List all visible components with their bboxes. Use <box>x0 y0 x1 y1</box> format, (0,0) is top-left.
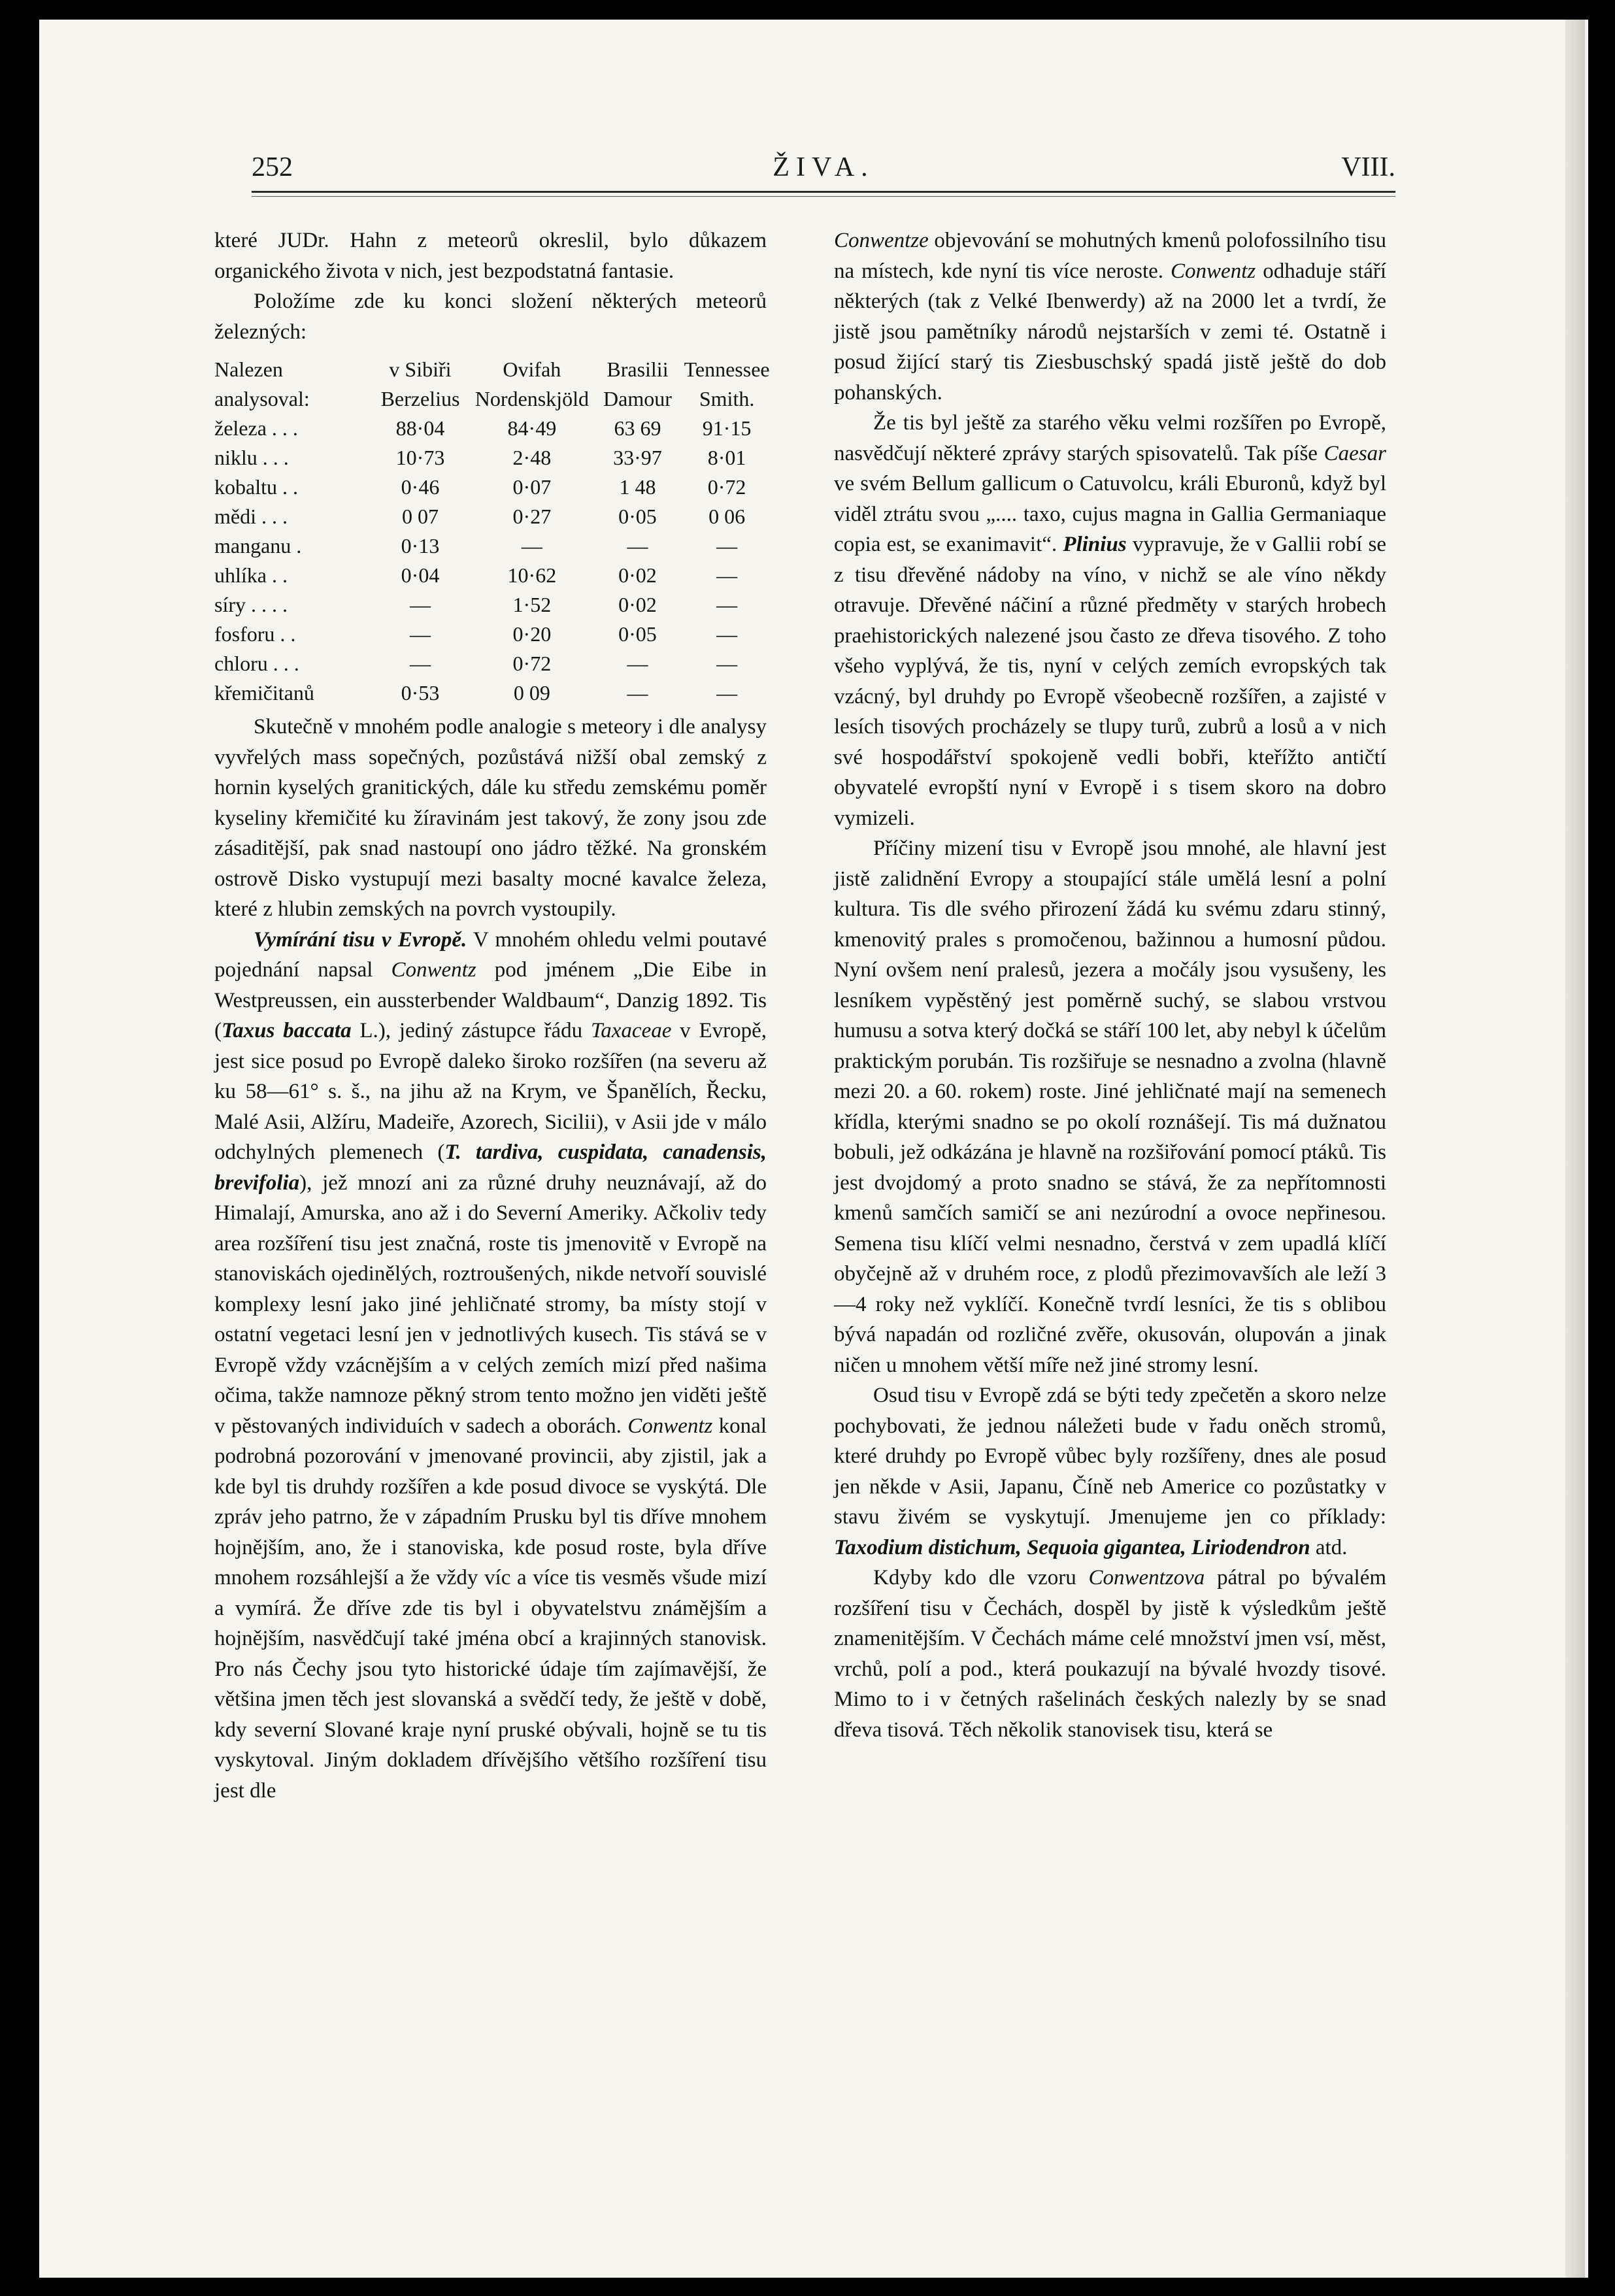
text-run: L.), jediný zástupce řádu <box>359 1019 583 1042</box>
text-run: vypravuje, že v Gallii robí se z tisu dřevěné nádoby na víno, v nichž se ale víno někdy otravuje. Dřevěné náčiní a různé předměty v starých hrobech praehistorických nalezené jsou často ze dřeva tisového. Z toho všeho vyplývá, že tis, nyní v celých zemích evropských tak vzácný, byl druhdy po Evropě všeobecně rozšířen, a zajisté v lesích tisových procházely se tlupy turů, zubrů a losů a v nich své hospodářství spokojeně vedli bobři, kteřížto antičtí obyvatelé evropští nyní v Evropě i s tisem skoro na dobro vymizeli. <box>834 533 1387 830</box>
table-cell: — <box>409 593 431 616</box>
author-name: Conwentz <box>391 958 476 982</box>
table-cell: 0·05 <box>618 622 657 646</box>
table-cell: 1·52 <box>512 593 552 616</box>
paragraph-fate <box>834 1380 1386 1563</box>
table-cell: 0·72 <box>512 652 552 675</box>
table-row <box>214 473 776 502</box>
header-rule-thin <box>252 196 1395 197</box>
table-cell: chloru . . . <box>214 652 299 675</box>
table-cell: 88·04 <box>395 416 445 440</box>
paragraph-continuation <box>834 225 1386 408</box>
text-run: v Evropě, jest sice posud po Evropě daleko široko rozšířen (na severu až ku 58—61° s. š., na jihu až na Krym, ve Španělích, Řecku, Malé Asii, Alžíru, Madeiře, Azorech, Sicilii), v Asii jde v málo odchylných plemenech ( <box>214 1019 767 1164</box>
left-column <box>214 225 770 1806</box>
volume-number: VIII. <box>1341 152 1395 182</box>
table-cell: — <box>521 534 542 557</box>
table-cell: Ovifah <box>503 358 561 381</box>
table-cell: 1 48 <box>619 475 656 499</box>
table-cell: Damour <box>603 387 672 410</box>
text-run: Že tis byl ještě za starého věku velmi rozšířen po Evropě, nasvědčují některé zprávy starých spisovatelů. Tak píše <box>834 411 1386 465</box>
table-cell: — <box>627 681 648 705</box>
journal-title: ŽIVA. <box>773 152 874 182</box>
text-run: Kdyby kdo dle vzoru <box>873 1566 1076 1589</box>
table-cell: 0·02 <box>618 563 657 587</box>
table-cell: 0·04 <box>401 563 440 587</box>
table-cell: — <box>716 622 738 646</box>
table-cell: niklu . . . <box>214 446 289 469</box>
table-cell: — <box>627 652 648 675</box>
table-cell: 0·13 <box>401 534 440 557</box>
author-name: Conwentze <box>834 229 929 252</box>
table-cell: — <box>716 563 738 587</box>
table-header-analysed <box>214 384 776 414</box>
table-cell: 2·48 <box>512 446 552 469</box>
table-cell: uhlíka . . <box>214 563 288 587</box>
header-rule <box>252 191 1395 193</box>
text-run: pátral po bývalém rozšíření tisu v Čechách, dospěl by jistě k výsledkům ještě znamenitějším. V Čechách máme celé množství jmen vsí, měst, vrchů, polí a pod., která poukazují na bývalé hvozdy tisové. Mimo to i v četných rašelinách českých nalezly by se snad dřeva tisová. Těch několik stanovisek tisu, která se <box>834 1566 1387 1742</box>
table-cell: 0 09 <box>513 681 550 705</box>
table-cell: 10·62 <box>507 563 557 587</box>
author-name: Conwentz <box>627 1414 713 1438</box>
variant-names: T. tardiva, cuspidata, canadensis, brevifolia <box>214 1140 767 1195</box>
text-run: odhaduje stáří některých (tak z Velké Ibenwerdy) až na 2000 let a tvrdí, že jistě jsou pamětníky národů nejstarších v zemi té. Ostatně i posud žijící starý tis Ziesbuschský spadá jistě ještě do dob pohanských. <box>834 259 1386 405</box>
table-cell: mědi . . . <box>214 505 288 528</box>
author-name: Conwentzova <box>1088 1566 1205 1589</box>
table-cell: 0·27 <box>512 505 552 528</box>
table-cell: 0 06 <box>708 505 746 528</box>
table-cell: — <box>627 534 648 557</box>
table-header-found <box>214 355 776 384</box>
table-cell: — <box>716 652 738 675</box>
table-cell: 0·53 <box>401 681 440 705</box>
author-name: Conwentz <box>1171 259 1256 283</box>
text-run: atd. <box>1315 1535 1348 1559</box>
table-cell: 0·72 <box>707 475 746 499</box>
table-cell: křemičitanů <box>214 681 314 705</box>
paragraph-table-intro: Položíme zde ku konci složení některých meteorů železných: <box>214 290 767 344</box>
section-title: Vymírání tisu v Evropě. <box>254 927 467 952</box>
text-run: ve svém Bellum gallicum o Catuvolcu, králi Eburonů, když byl viděl ztrátu svou „.... taxo, cujus magna in Gallia Germaniaque copia est, se exanimavit“. <box>834 472 1386 556</box>
table-row <box>214 531 776 561</box>
table-cell: 0 07 <box>401 505 439 528</box>
paragraph-intro: které JUDr. Hahn z meteorů okreslil, bylo důkazem organického života v nich, jest bezpodstatná fantasie. <box>214 229 767 283</box>
author-name: Caesar <box>1324 441 1387 465</box>
table-cell: — <box>409 652 431 675</box>
right-column <box>834 225 1386 1745</box>
text-run: pod jménem „Die Eibe in Westpreussen, ein aussterbender Waldbaum“, Danzig 1892. Tis ( <box>214 958 767 1042</box>
table-cell: Nordenskjöld <box>475 387 589 410</box>
table-row <box>214 620 776 649</box>
table-cell: manganu . <box>214 534 302 557</box>
paragraph-bohemia <box>834 1563 1386 1745</box>
species-names: Taxodium distichum, Sequoia gigantea, Liriodendron <box>834 1535 1310 1559</box>
table-cell: analysoval: <box>214 387 310 410</box>
table-cell: síry . . . . <box>214 593 288 616</box>
table-cell: 91·15 <box>702 416 752 440</box>
table-cell: — <box>716 681 738 705</box>
paragraph-ancient-sources <box>834 408 1386 833</box>
table-cell: 84·49 <box>507 416 557 440</box>
table-cell: Tennessee <box>684 358 770 381</box>
table-cell: 0·46 <box>401 475 440 499</box>
page-number: 252 <box>252 152 293 182</box>
table-row <box>214 414 776 443</box>
paragraph-analogy: Skutečně v mnohém podle analogie s meteory i dle analysy vyvřelých mass sopečných, pozůstává nižší obal zemský z hornin kyselých granitických, dále ku středu zemskému poměr kyseliny křemičité ku žíravinám jest takový, že zony jsou zde zásaditější, pak snad nastoupí ono jádro těžké. Na gronském ostrově Disko vystupují mezi basalty mocné kavalce železa, které z hlubin zemských na povrch vystoupily. <box>214 715 767 921</box>
page-edge <box>1565 20 1585 2278</box>
table-cell: 63 69 <box>614 416 661 440</box>
species-name: Taxus baccata <box>222 1019 352 1042</box>
table-cell: — <box>409 622 431 646</box>
table-cell: 0·05 <box>618 505 657 528</box>
table-cell: — <box>716 593 738 616</box>
table-row <box>214 502 776 531</box>
table-cell: v Sibiři <box>389 358 452 381</box>
table-cell: 0·07 <box>512 475 552 499</box>
table-row <box>214 678 776 708</box>
text-run: Osud tisu v Evropě zdá se býti tedy zpečetěn a skoro nelze pochybovati, že jednou náležeti bude v řadu oněch stromů, které druhdy po Evropě vůbec byly rozšířeny, dnes ale posud jen někde v Asii, Japanu, Číně neb Americe co pozůstatky v stavu živém se vyskytují. Jmenujeme jen co příklady: <box>834 1384 1386 1529</box>
table-cell: 0·20 <box>512 622 552 646</box>
table-cell: Brasilii <box>607 358 669 381</box>
table-cell: Smith. <box>699 387 755 410</box>
table-row <box>214 590 776 620</box>
text-run: objevování se mohutných kmenů polofossilního tisu na místech, kde nyní tis více neroste. <box>834 229 1387 283</box>
table-row <box>214 561 776 590</box>
table-cell: Nalezen <box>214 358 283 381</box>
table-cell: železa . . . <box>214 416 298 440</box>
meteorite-composition-table <box>214 355 776 708</box>
table-cell: 33·97 <box>613 446 662 469</box>
author-name: Plinius <box>1063 533 1127 556</box>
table-row <box>214 443 776 473</box>
table-cell: — <box>716 534 738 557</box>
table-row <box>214 649 776 678</box>
table-cell: fosforu . . <box>214 622 296 646</box>
table-cell: Berzelius <box>380 387 460 410</box>
table-cell: 10·73 <box>395 446 445 469</box>
table-cell: 8·01 <box>707 446 746 469</box>
text-run: ), jež mnozí ani za různé druhy neuznávají, až do Himalají, Amurska, ano až i do Severní Ameriky. Ačkoliv tedy area rozšíření tisu jest značná, roste tis jmenovitě v Evropě na stanoviskách ojedinělých, roztroušených, nikde netvoří souvislé komplexy lesní jako jiné jehličnaté stromy, ba místy stojí v ostatní vegetaci lesní jen v jednotlivých kusech. Tis stává se v Evropě vždy vzácnějším a v celých zemích mizí před našima očima, takže namnoze pěkný strom tento možno jen viděti ještě v pěstovaných individuích v sadech a oborách. <box>214 1171 767 1438</box>
paragraph-yew <box>214 925 767 1806</box>
text-run: konal podrobná pozorování v jmenované provincii, aby zjistil, jak a kde byl tis druhdy rozšířen a kde posud divoce se vyskýtá. Dle zpráv jeho patrno, že v západním Prusku byl tis dříve mnohem hojnějším, ano, že i stanoviska, kde posud roste, byla dříve mnohem rozsáhlejší a že vždy víc a více tis vesměs všude mizí a vymírá. Že dříve zde tis byl i obyvatelstvu známějším a hojnějším, nasvědčují také jména obcí a krajinných stanovisk. Pro nás Čechy jsou tyto historické údaje tím zajímavější, že většina jmen těch jest slovanská a svědčí tedy, že ještě v době, kdy severní Slované kraje nyní pruské obývali, hojně se tu tis vyskytoval. Jiným dokladem dřívějšího většího rozšíření tisu jest dle <box>214 1414 767 1803</box>
table-cell: 0·02 <box>618 593 657 616</box>
paragraph-causes: Příčiny mizení tisu v Evropě jsou mnohé, ale hlavní jest jistě zalidnění Evropy a stoupající stále umělá lesní a polní kultura. Tis dle svého přirození žádá ku svému zdaru stinný, kmenovitý prales s promočenou, bažinnou a humosní půdou. Nyní ovšem není pralesů, jezera a močály jsou vysušeny, les lesníkem vypěstěný jest poměrně suchý, se slabou vrstvou humusu a sotva který dočká se stáří 100 let, aby nebyl k účelům praktickým porubán. Tis rozšiřuje se nesnadno a zvolna (hlavně mezi 20. a 60. rokem) roste. Jiné jehličnaté mají na semenech křídla, kterými snadno se po okolí roznášejí. Tis má dužnatou bobuli, jež odkázána je hlavně na rozšiřování pomocí ptáků. Tis jest dvojdomý a proto snadno se stává, že za nepřítomnosti kmenů samčích samičí se ani nezúrodní a ovoce nepřinesou. Semena tisu klíčí velmi nesnadno, čerstvá v zem upadlá klíčí obyčejně až v druhém roce, z plodů přezimovavších ale leží 3—4 roky než vyklíčí. Konečně tvrdí lesníci, že tis s oblibou bývá napadán od rozličné zvěře, okusován, olupován a jinak ničen u mnohem větší míře než jiné stromy lesní. <box>834 837 1386 1377</box>
table-cell: kobaltu . . <box>214 475 298 499</box>
family-name: Taxaceae <box>590 1019 672 1042</box>
table-body <box>214 414 776 708</box>
text-run: V mnohém ohledu velmi poutavé pojednání napsal <box>214 927 767 982</box>
